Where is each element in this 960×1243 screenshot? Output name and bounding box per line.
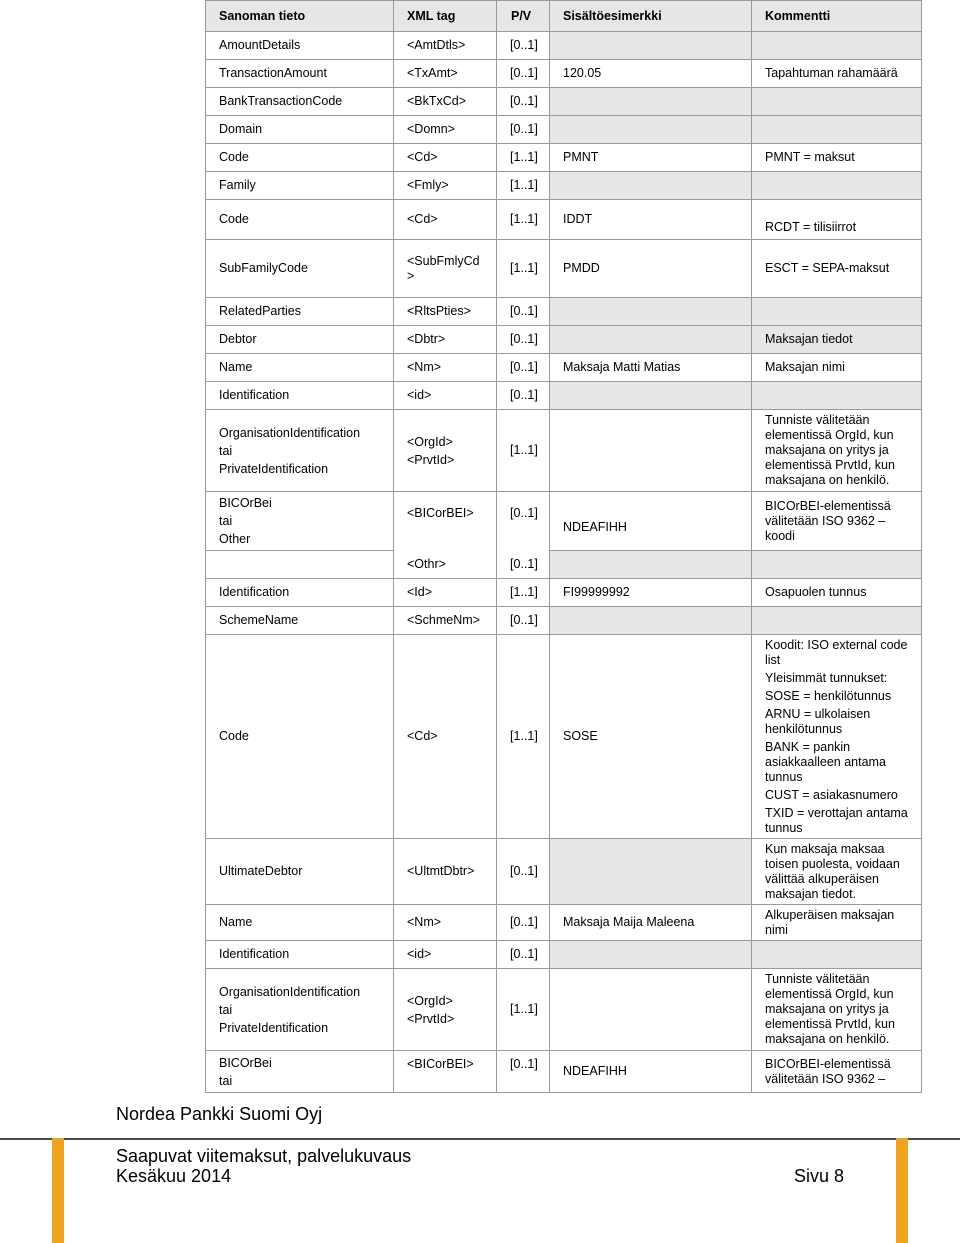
header-comment: Kommentti [752,1,922,32]
pv-value: [0..1] [497,32,550,60]
pv-value: [1..1] [497,200,550,240]
comment-text: BICOrBEI-elementissä välitetään ISO 9362 – [752,1051,922,1093]
footer-accent-bar-right [896,1138,908,1243]
message-spec-table [205,0,922,1093]
example-value: NDEAFIHH [550,1051,752,1093]
comment-text: Tapahtuman rahamäärä [752,60,922,88]
table-row [206,492,922,551]
comment-text: Maksajan nimi [752,354,922,382]
xml-tag: <BICorBEI> [394,492,497,551]
table-row [206,607,922,635]
pv-value: [0..1] [497,382,550,410]
xml-tag: <Dbtr> [394,326,497,354]
pv-value: [0..1] [497,60,550,88]
table-row [206,382,922,410]
xml-tag: <Cd> [394,635,497,839]
table-row [206,60,922,88]
example-value: NDEAFIHH [550,492,752,551]
xml-tag: <Id> [394,579,497,607]
comment-text: Alkuperäisen maksajan nimi [752,905,922,941]
comment-text: Kun maksaja maksaa toisen puolesta, voidaan välittää alkuperäisen maksajan tiedot. [752,839,922,905]
field-name: Name [206,354,394,382]
example-value: PMNT [550,144,752,172]
field-name: RelatedParties [206,298,394,326]
field-name: Debtor [206,326,394,354]
field-name: Code [206,635,394,839]
pv-value: [0..1] [497,354,550,382]
header-example: Sisältöesimerkki [550,1,752,32]
xml-tag: <Othr> [394,551,497,579]
xml-tag: <Cd> [394,144,497,172]
field-name: BICOrBei tai Other [206,492,394,551]
table-row [206,116,922,144]
field-name: Code [206,200,394,240]
field-name: SubFamilyCode [206,240,394,298]
xml-tag-line: <SubFmlyCd [407,253,480,268]
header-xml-tag: XML tag [394,1,497,32]
field-name: TransactionAmount [206,60,394,88]
comment-text: Maksajan tiedot [752,326,922,354]
pv-value: [0..1] [497,607,550,635]
xml-tag: <id> [394,941,497,969]
example-value: FI99999992 [550,579,752,607]
table-row [206,240,922,298]
xml-tag: <OrgId> <PrvtId> [394,969,497,1051]
pv-value: [0..1] [497,116,550,144]
field-name: AmountDetails [206,32,394,60]
footer-date: Kesäkuu 2014 [116,1166,232,1186]
table-header-row [206,1,922,32]
table-row [206,410,922,492]
pv-value: [0..1] [497,551,550,579]
comment-text: Koodit: ISO external code list Yleisimmät tunnukset: SOSE = henkilötunnus ARNU = ulkolaisen henkilötunnus BANK = pankin asiakkaalleen antama tunnus CUST = asiakasnumero TXID = verottajan antama tunnus [752,635,922,839]
table-row [206,839,922,905]
table-row [206,941,922,969]
xml-tag: <Nm> [394,905,497,941]
field-name: OrganisationIdentification tai PrivateIdentification [206,969,394,1051]
footer-company: Nordea Pankki Suomi Oyj [116,1104,323,1124]
table-row [206,354,922,382]
table-row [206,969,922,1051]
pv-value: [0..1] [497,326,550,354]
table-row [206,551,922,579]
xml-tag [394,240,497,298]
footer-divider [0,1138,960,1140]
xml-tag: <RltsPties> [394,298,497,326]
example-value: Maksaja Maija Maleena [550,905,752,941]
table-row [206,579,922,607]
table-row [206,88,922,116]
field-name: SchemeName [206,607,394,635]
pv-value: [1..1] [497,579,550,607]
comment-text: Tunniste välitetään elementissä OrgId, kun maksajana on yritys ja elementissä PrvtId, kun maksajana on henkilö. [752,410,922,492]
pv-value: [0..1] [497,88,550,116]
field-name: Name [206,905,394,941]
field-name: Identification [206,382,394,410]
table-row [206,32,922,60]
header-message-field: Sanoman tieto [206,1,394,32]
table-row [206,172,922,200]
field-name: Code [206,144,394,172]
field-name: BICOrBei tai [206,1051,394,1093]
table-row [206,905,922,941]
footer-document-title: Saapuvat viitemaksut, palvelukuvaus [116,1146,412,1166]
comment-text: RCDT = tilisiirrot [752,200,922,240]
field-name: Identification [206,941,394,969]
comment-text: PMNT = maksut [752,144,922,172]
pv-value: [0..1] [497,839,550,905]
comment-text: BICOrBEI-elementissä välitetään ISO 9362 – koodi [752,492,922,551]
pv-value: [1..1] [497,144,550,172]
table-row [206,144,922,172]
pv-value: [1..1] [497,969,550,1051]
xml-tag: <OrgId> <PrvtId> [394,410,497,492]
table-row [206,1051,922,1093]
xml-tag: <BkTxCd> [394,88,497,116]
field-name: Family [206,172,394,200]
pv-value: [0..1] [497,1051,550,1093]
example-value: 120.05 [550,60,752,88]
example-value: Maksaja Matti Matias [550,354,752,382]
comment-text: ESCT = SEPA-maksut [752,240,922,298]
example-value: IDDT [550,200,752,240]
field-name: BankTransactionCode [206,88,394,116]
comment-text: Tunniste välitetään elementissä OrgId, kun maksajana on yritys ja elementissä PrvtId, kun maksajana on henkilö. [752,969,922,1051]
xml-tag: <UltmtDbtr> [394,839,497,905]
xml-tag-line: > [407,268,415,283]
xml-tag: <Fmly> [394,172,497,200]
xml-tag: <id> [394,382,497,410]
table-row [206,326,922,354]
footer-accent-bar-left [52,1138,64,1243]
xml-tag: <AmtDtls> [394,32,497,60]
example-value: SOSE [550,635,752,839]
table-row [206,635,922,839]
xml-tag: <Domn> [394,116,497,144]
pv-value: [1..1] [497,240,550,298]
xml-tag: <Nm> [394,354,497,382]
pv-value: [0..1] [497,941,550,969]
pv-value: [0..1] [497,905,550,941]
xml-tag: <BICorBEI> [394,1051,497,1093]
header-pv: P/V [497,1,550,32]
field-name: Domain [206,116,394,144]
xml-tag: <Cd> [394,200,497,240]
pv-value: [0..1] [497,298,550,326]
table-row [206,200,922,240]
table-row [206,298,922,326]
pv-value: [1..1] [497,172,550,200]
field-name: UltimateDebtor [206,839,394,905]
comment-text: Osapuolen tunnus [752,579,922,607]
pv-value: [1..1] [497,635,550,839]
xml-tag: <SchmeNm> [394,607,497,635]
footer-page-number: Sivu 8 [794,1166,845,1186]
example-value: PMDD [550,240,752,298]
field-name: OrganisationIdentification tai PrivateIdentification [206,410,394,492]
pv-value: [1..1] [497,410,550,492]
xml-tag: <TxAmt> [394,60,497,88]
pv-value: [0..1] [497,492,550,551]
field-name: Identification [206,579,394,607]
